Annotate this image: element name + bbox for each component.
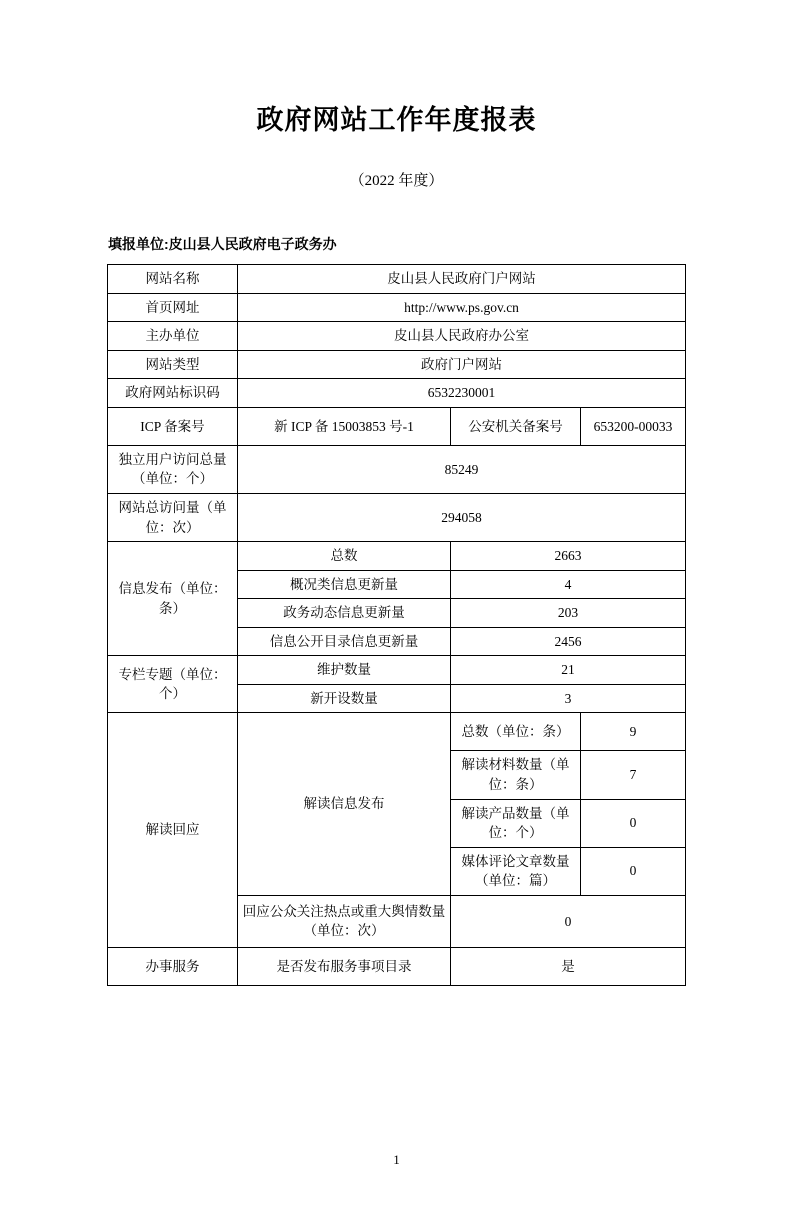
table-row (108, 407, 686, 445)
interpretation-item-name: 总数（单位：条） (451, 713, 581, 751)
table-row (108, 293, 686, 322)
host-value: 皮山县人民政府办公室 (238, 322, 686, 351)
service-label: 办事服务 (108, 947, 238, 985)
service-item-value: 是 (451, 947, 686, 985)
total-visits-label: 网站总访问量（单位：次） (108, 493, 238, 541)
info-publish-item-value: 2456 (451, 627, 686, 656)
column-topic-label: 专栏专题（单位：个） (108, 656, 238, 713)
site-type-label: 网站类型 (108, 350, 238, 379)
info-publish-item-value: 2663 (451, 542, 686, 571)
unique-visitors-value: 85249 (238, 445, 686, 493)
site-code-value: 6532230001 (238, 379, 686, 408)
table-row (108, 493, 686, 541)
site-type-value: 政府门户网站 (238, 350, 686, 379)
table-row (108, 445, 686, 493)
reporter-label: 填报单位: (108, 236, 169, 252)
table-row (108, 542, 686, 571)
interpretation-item-name: 解读材料数量（单位：条） (451, 751, 581, 799)
column-item-value: 3 (451, 684, 686, 713)
interpretation-item-value: 0 (581, 847, 686, 895)
interpretation-item-value: 0 (581, 799, 686, 847)
info-publish-item-name: 概况类信息更新量 (238, 570, 451, 599)
table-row (108, 379, 686, 408)
response-value: 0 (451, 895, 686, 947)
reporter-value: 皮山县人民政府电子政务办 (168, 236, 337, 252)
info-publish-item-value: 203 (451, 599, 686, 628)
document-page (0, 98, 793, 1220)
column-item-value: 21 (451, 656, 686, 685)
police-record-label: 公安机关备案号 (451, 407, 581, 445)
site-name-value: 皮山县人民政府门户网站 (238, 265, 686, 294)
info-publish-item-name: 总数 (238, 542, 451, 571)
page-subtitle: （2022 年度） (349, 173, 444, 189)
table-row (108, 322, 686, 351)
total-visits-value: 294058 (238, 493, 686, 541)
home-url-value: http://www.ps.gov.cn (238, 293, 686, 322)
table-row (108, 656, 686, 685)
info-publish-item-value: 4 (451, 570, 686, 599)
icp-label: ICP 备案号 (108, 407, 238, 445)
table-row (108, 713, 686, 751)
table-row (108, 350, 686, 379)
interpretation-publish-label: 解读信息发布 (238, 713, 451, 895)
interpretation-item-name: 媒体评论文章数量（单位：篇） (451, 847, 581, 895)
unique-visitors-label: 独立用户访问总量（单位：个） (108, 445, 238, 493)
page-title: 政府网站工作年度报表 (256, 105, 537, 135)
site-code-label: 政府网站标识码 (108, 379, 238, 408)
home-url-label: 首页网址 (108, 293, 238, 322)
interpretation-label: 解读回应 (108, 713, 238, 947)
police-record-value: 653200-00033 (581, 407, 686, 445)
site-name-label: 网站名称 (108, 265, 238, 294)
column-item-name: 新开设数量 (238, 684, 451, 713)
info-publish-label: 信息发布（单位：条） (108, 542, 238, 656)
info-publish-item-name: 信息公开目录信息更新量 (238, 627, 451, 656)
table-row (108, 947, 686, 985)
interpretation-item-value: 9 (581, 713, 686, 751)
icp-value: 新 ICP 备 15003853 号-1 (238, 407, 451, 445)
interpretation-item-value: 7 (581, 751, 686, 799)
interpretation-item-name: 解读产品数量（单位：个） (451, 799, 581, 847)
table-row (108, 265, 686, 294)
info-publish-item-name: 政务动态信息更新量 (238, 599, 451, 628)
annual-report-table (107, 264, 686, 986)
reporter-line (108, 234, 735, 254)
service-item-label: 是否发布服务事项目录 (238, 947, 451, 985)
response-label: 回应公众关注热点或重大舆情数量（单位：次） (238, 895, 451, 947)
page-number: 1 (393, 1152, 400, 1167)
column-item-name: 维护数量 (238, 656, 451, 685)
host-label: 主办单位 (108, 322, 238, 351)
